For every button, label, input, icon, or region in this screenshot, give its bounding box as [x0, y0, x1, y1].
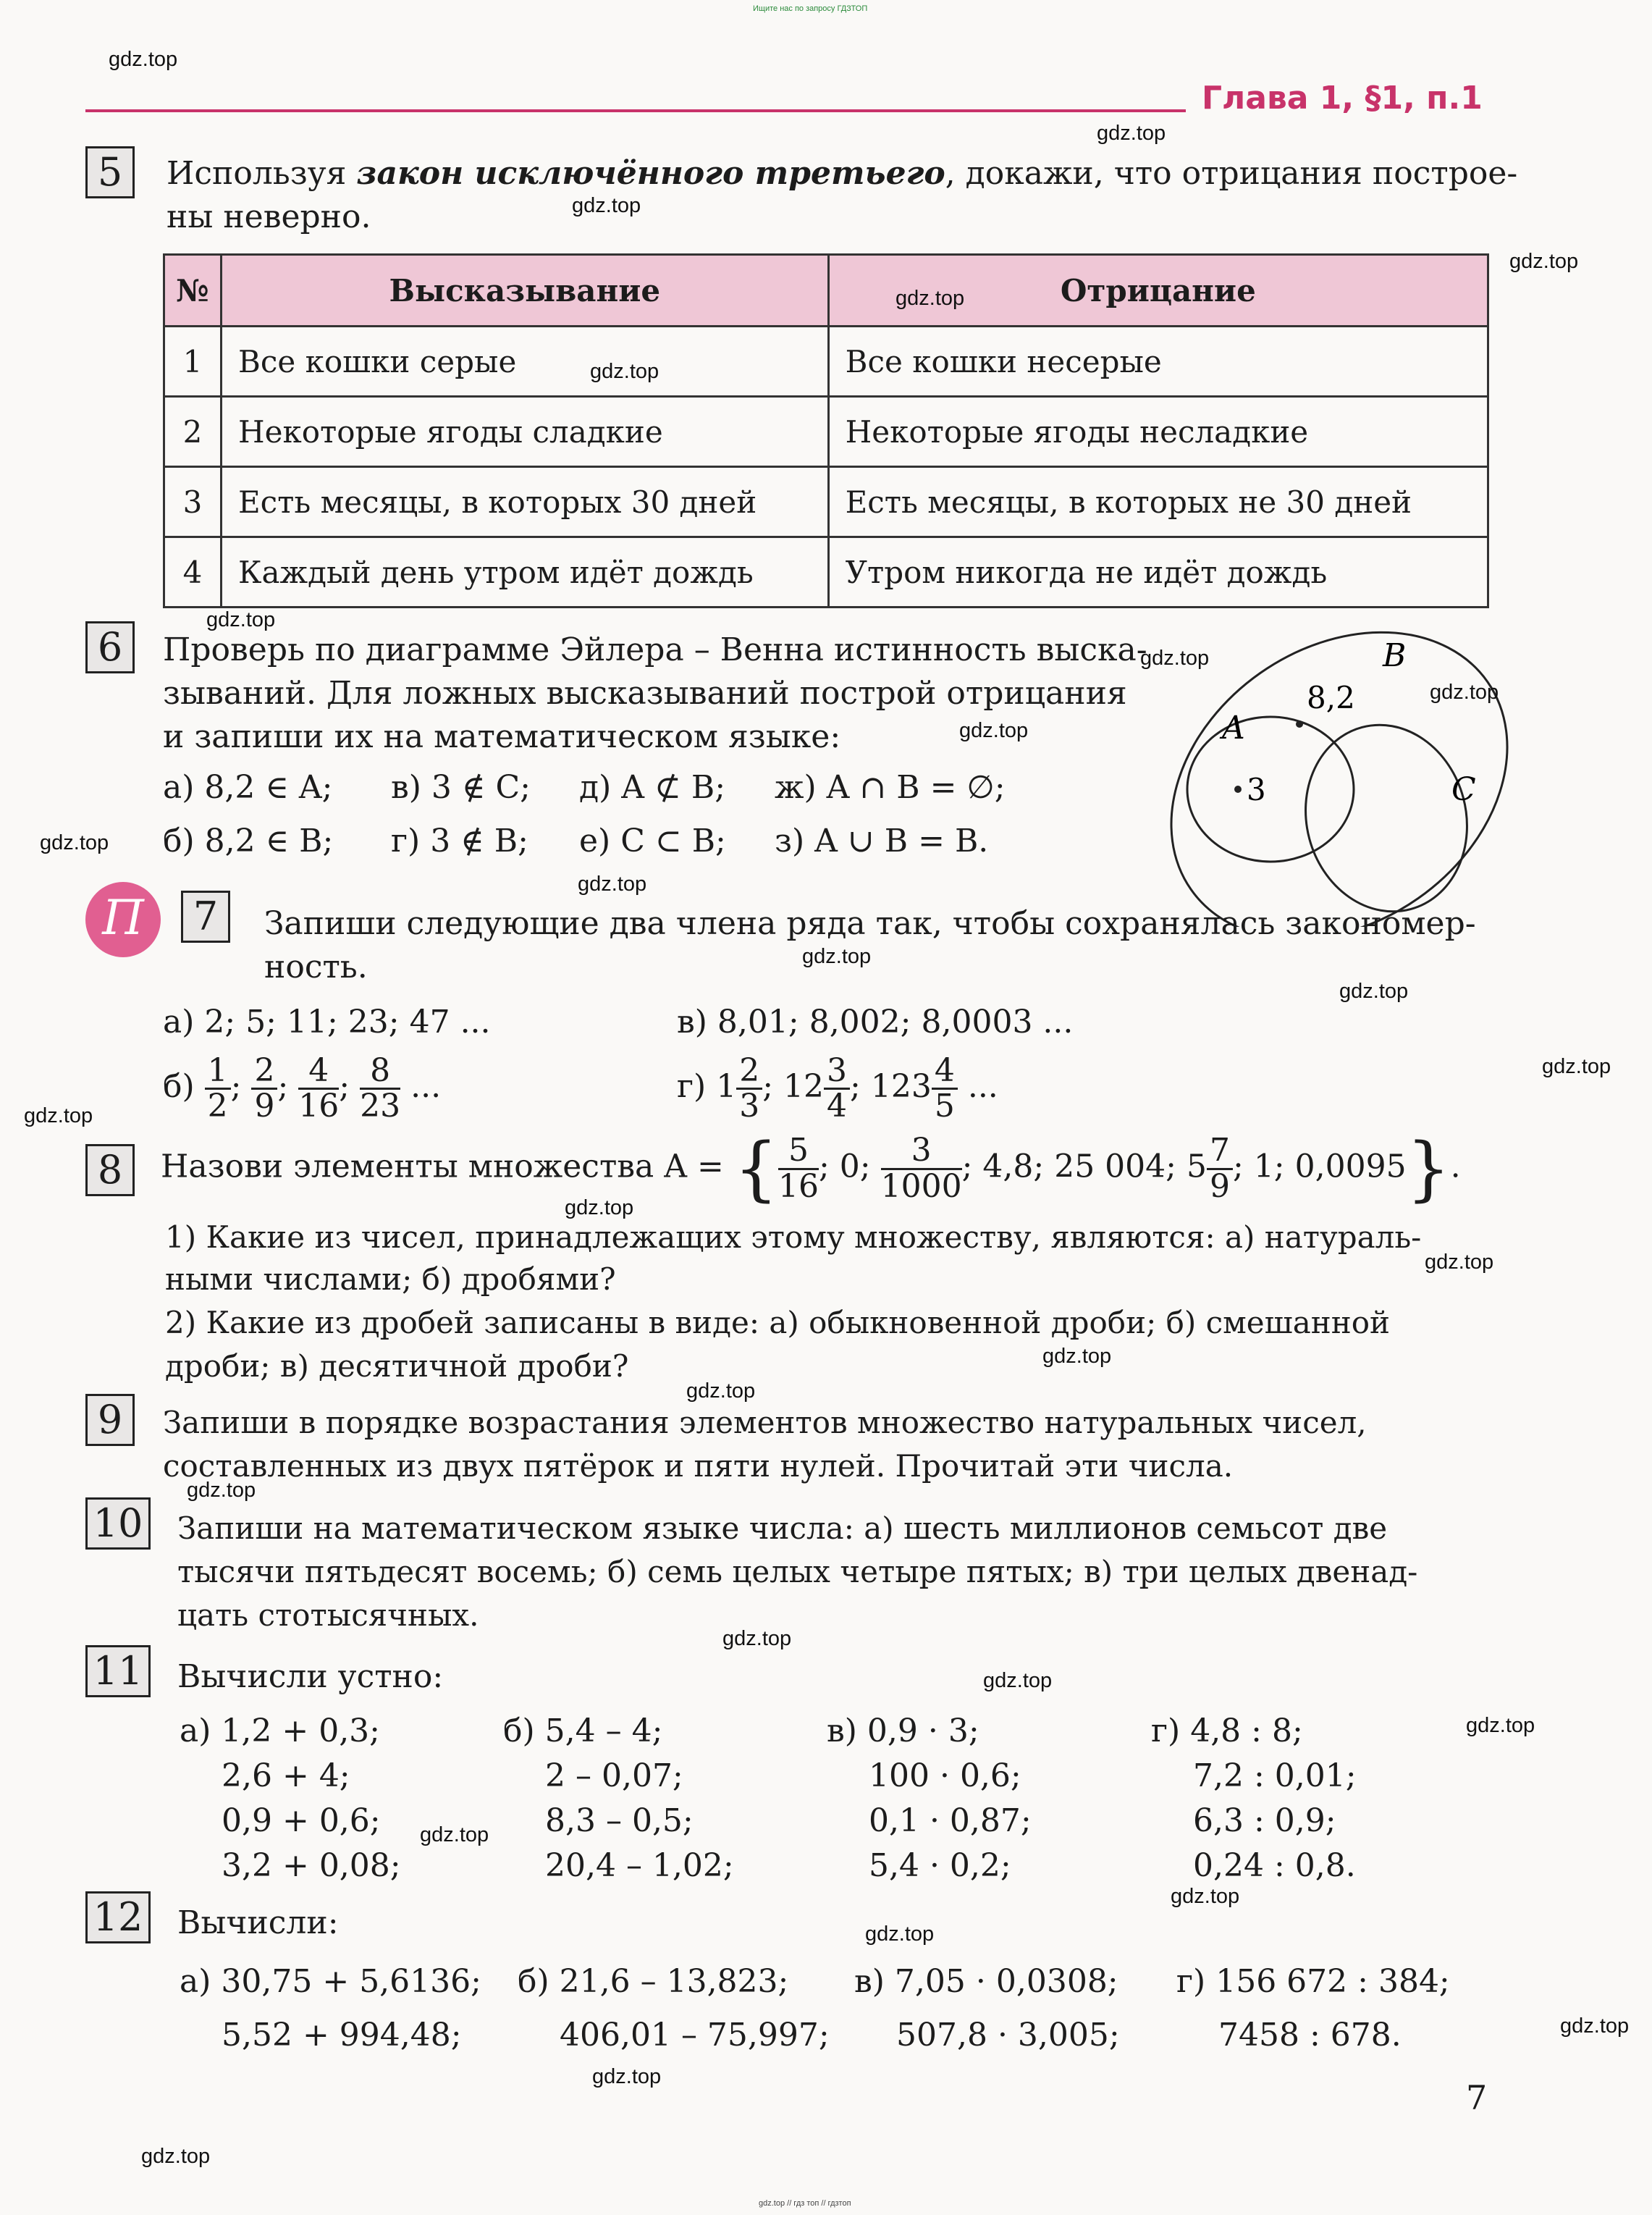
whole-part: 123 — [870, 1068, 932, 1106]
header-rule — [85, 109, 1186, 112]
set-lead: Назови элементы множества A = — [161, 1148, 724, 1185]
table-row — [164, 397, 1488, 467]
fraction — [932, 1054, 958, 1123]
watermark: gdz.top — [24, 1104, 93, 1127]
expression: а) 30,75 + 5,6136; — [180, 1963, 481, 2000]
ex6-line3: и запиши их на математическом языке: — [163, 718, 841, 755]
point-8-2 — [1296, 720, 1303, 728]
fraction — [881, 1134, 962, 1203]
ex12-col-a — [180, 1955, 481, 2062]
expression: 6,3 : 0,9; — [1193, 1802, 1336, 1839]
ex11-col-a — [180, 1709, 401, 1888]
watermark: gdz.top — [565, 1196, 634, 1219]
ex5-text-b: , докажи, что отрицания построе- — [945, 155, 1518, 192]
ex8-line3: ными числами; б) дробями? — [165, 1261, 616, 1297]
denominator: 9 — [1210, 1167, 1230, 1205]
numerator: 5 — [778, 1134, 819, 1169]
fraction — [360, 1054, 400, 1123]
table-row — [164, 537, 1488, 608]
denominator: 9 — [254, 1088, 275, 1125]
elements-tail: 1; 0,0095 — [1253, 1148, 1407, 1185]
table-row — [164, 327, 1488, 397]
watermark: gdz.top — [959, 719, 1029, 742]
page-number: 7 — [1466, 2078, 1488, 2117]
expression: 8,3 – 0,5; — [545, 1802, 694, 1839]
row-number: 2 — [164, 397, 222, 467]
ex8-line5: дроби; в) десятичной дроби? — [165, 1348, 629, 1384]
watermark: gdz.top — [865, 1922, 935, 1946]
ex5-line2: ны неверно. — [167, 198, 371, 235]
ex6-line1: Проверь по диаграмме Эйлера – Венна истинность выска- — [163, 631, 1147, 668]
watermark: gdz.top — [40, 831, 109, 854]
ex7-item-b: б) $\frac{1}{2}$ ; $\frac{2}{9}$ ; $\frac{4}{16}$ ; $\frac{8}{23}$ ... — [163, 1052, 442, 1125]
ex12-col-b — [518, 1955, 830, 2062]
fraction — [298, 1054, 339, 1123]
value-3: 3 — [1247, 772, 1266, 807]
watermark: gdz.top — [592, 2065, 662, 2088]
watermark: gdz.top — [895, 287, 965, 310]
expression: 0,1 · 0,87; — [869, 1802, 1032, 1839]
col-negation: Отрицание — [828, 255, 1488, 327]
top-note: Ищите нас по запросу ГДЗТОП — [753, 4, 868, 13]
ex6-item-a: а) 8,2 ∈ A; — [163, 769, 333, 806]
watermark: gdz.top — [983, 1669, 1053, 1692]
ex12-col-v — [854, 1955, 1120, 2062]
watermark: gdz.top — [1560, 2014, 1630, 2038]
ex11-col-b — [503, 1709, 734, 1888]
fraction — [736, 1054, 762, 1123]
expression: 2,6 + 4; — [222, 1757, 350, 1794]
ex6-item-e: е) C ⊂ B; — [579, 823, 726, 859]
expression: 5,4 · 0,2; — [869, 1847, 1011, 1884]
ex8-line2: 1) Какие из чисел, принадлежащих этому множеству, являются: а) натураль- — [165, 1219, 1422, 1255]
watermark: gdz.top — [1509, 250, 1579, 273]
denominator: 16 — [777, 1167, 819, 1205]
watermark: gdz.top — [1430, 681, 1499, 704]
numerator: 4 — [932, 1054, 958, 1090]
row-number: 4 — [164, 537, 222, 608]
ex6-item-d: д) A ⊄ B; — [579, 769, 726, 806]
watermark: gdz.top — [578, 873, 647, 896]
pi-marker-icon: П — [85, 882, 161, 957]
watermark: gdz.top — [109, 48, 178, 71]
expression: 0,9 + 0,6; — [222, 1802, 381, 1839]
numerator: 2 — [251, 1054, 277, 1090]
exercise-11-number: 11 — [85, 1645, 151, 1697]
ex11-title: Вычисли устно: — [177, 1658, 444, 1695]
numerator: 2 — [736, 1054, 762, 1090]
row-number: 1 — [164, 327, 222, 397]
whole-part: 12 — [783, 1068, 825, 1106]
watermark: gdz.top — [590, 360, 659, 383]
numerator: 8 — [360, 1054, 400, 1090]
denominator: 4 — [827, 1088, 848, 1125]
watermark: gdz.top — [686, 1379, 756, 1403]
brace-open: { — [733, 1128, 778, 1209]
expression: г) 4,8 : 8; — [1151, 1712, 1303, 1749]
ex7-item-v: в) 8,01; 8,002; 8,0003 ... — [677, 1004, 1074, 1041]
ex10-line3: цать стотысячных. — [177, 1597, 479, 1633]
exercise-9-number: 9 — [85, 1394, 135, 1446]
ex12-title: Вычисли: — [177, 1904, 339, 1941]
ex6-item-g: г) 3 ∉ B; — [391, 823, 528, 859]
table-row — [164, 467, 1488, 537]
watermark: gdz.top — [802, 945, 872, 968]
ex9-line1: Запиши в порядке возрастания элементов множество натуральных чисел, — [163, 1405, 1367, 1440]
watermark: gdz.top — [1140, 647, 1210, 670]
watermark: gdz.top — [1542, 1055, 1611, 1078]
expression: б) 21,6 – 13,823; — [518, 1963, 789, 2000]
expression: 5,52 + 994,48; — [222, 2017, 462, 2054]
exercise-8-number: 8 — [85, 1144, 135, 1196]
exercise-7-number: 7 — [181, 891, 230, 943]
elements-middle: 4,8; 25 004; — [982, 1148, 1176, 1185]
expression: 100 · 0,6; — [869, 1757, 1021, 1794]
fraction — [778, 1134, 819, 1203]
ex7-line2: ность. — [264, 949, 368, 985]
ex6-line2: зываний. Для ложных высказываний построй отрицания — [163, 675, 1127, 712]
point-3 — [1234, 786, 1242, 793]
numerator: 1 — [205, 1054, 231, 1090]
row-statement: Каждый день утром идёт дождь — [222, 537, 829, 608]
denominator: 3 — [739, 1088, 760, 1125]
ex9-line2: составленных из двух пятёрок и пяти нулей. Прочитай эти числа. — [163, 1448, 1234, 1484]
set-a-circle — [1187, 717, 1354, 862]
denominator: 2 — [207, 1088, 228, 1125]
watermark: gdz.top — [1339, 980, 1409, 1003]
chapter-header: Глава 1, §1, п.1 — [1202, 80, 1483, 117]
expression: г) 156 672 : 384; — [1176, 1963, 1450, 2000]
ex10-line2: тысячи пятьдесят восемь; б) семь целых четыре пятых; в) три целых двенад- — [177, 1554, 1418, 1589]
ex7-item-a: а) 2; 5; 11; 23; 47 ... — [163, 1004, 491, 1041]
fraction — [1207, 1134, 1233, 1203]
ex6-item-b: б) 8,2 ∈ B; — [163, 823, 334, 859]
watermark: gdz.top — [1466, 1714, 1535, 1737]
col-number: № — [164, 255, 222, 327]
numerator: 7 — [1207, 1134, 1233, 1169]
denominator: 1000 — [880, 1167, 962, 1205]
expression: 2 – 0,07; — [545, 1757, 683, 1794]
label-a: A — [1222, 710, 1245, 747]
watermark: gdz.top — [1171, 1885, 1240, 1908]
set-c-ellipse — [1285, 707, 1488, 927]
watermark: gdz.top — [1097, 122, 1166, 145]
expression: 20,4 – 1,02; — [545, 1847, 734, 1884]
value-8-2: 8,2 — [1307, 680, 1355, 715]
denominator: 16 — [298, 1088, 340, 1125]
expression: 7,2 : 0,01; — [1193, 1757, 1357, 1794]
whole-part: 1 — [716, 1068, 737, 1106]
row-negation: Все кошки несерые — [828, 327, 1488, 397]
watermark: gdz.top — [572, 194, 641, 217]
element-zero: 0; — [839, 1148, 871, 1185]
fraction — [251, 1054, 277, 1123]
expression: в) 7,05 · 0,0308; — [854, 1963, 1118, 2000]
expression: в) 0,9 · 3; — [827, 1712, 979, 1749]
row-number: 3 — [164, 467, 222, 537]
row-statement: Все кошки серые — [222, 327, 829, 397]
row-negation: Есть месяцы, в которых не 30 дней — [828, 467, 1488, 537]
ex5-law: закон исключённого третьего — [356, 155, 945, 192]
expression: 0,24 : 0,8. — [1193, 1847, 1356, 1884]
ex12-col-g — [1176, 1955, 1450, 2062]
fraction — [824, 1054, 850, 1123]
label-g: г) — [677, 1068, 707, 1106]
watermark: gdz.top — [1042, 1345, 1112, 1368]
brace-close: } — [1406, 1128, 1451, 1209]
ex8-line1: Назови элементы множества A = { $\frac{5}{16}$ ; 0; $\frac{3}{1000}$ ; 4,8; 25 004; 5 $\frac{7}{9}$ ; 1; 0,0095}. — [161, 1128, 1461, 1209]
ex7-item-g: г) 1 $\frac{2}{3}$ ; 12 $\frac{3}{4}$ ; 123 $\frac{4}{5}$ ... — [677, 1052, 998, 1125]
expression: 7458 : 678. — [1218, 2017, 1402, 2054]
watermark: gdz.top — [722, 1627, 792, 1650]
table-header-row — [164, 255, 1488, 327]
expression: 3,2 + 0,08; — [222, 1847, 401, 1884]
col-statement: Высказывание — [222, 255, 829, 327]
ex6-item-v: в) 3 ∉ C; — [391, 769, 531, 806]
row-statement: Есть месяцы, в которых 30 дней — [222, 467, 829, 537]
ex11-col-g — [1151, 1709, 1357, 1888]
ex6-item-zh: ж) A ∩ B = ∅; — [775, 769, 1006, 806]
watermark: gdz.top — [420, 1823, 489, 1846]
numerator: 3 — [881, 1134, 962, 1169]
numerator: 3 — [824, 1054, 850, 1090]
ex5-line1 — [167, 155, 1517, 192]
label-b: B — [1383, 637, 1407, 674]
ex11-col-v — [827, 1709, 1032, 1888]
row-statement: Некоторые ягоды сладкие — [222, 397, 829, 467]
expression: б) 5,4 – 4; — [503, 1712, 663, 1749]
watermark: gdz.top — [141, 2145, 211, 2168]
watermark: gdz.top — [187, 1479, 256, 1502]
ex7-line1: Запиши следующие два члена ряда так, чтобы сохранялась закономер- — [264, 905, 1476, 942]
ex5-text-a: Используя — [167, 155, 357, 192]
label-b: б) — [163, 1068, 195, 1106]
row-negation: Утром никогда не идёт дождь — [828, 537, 1488, 608]
ex10-line1: Запиши на математическом языке числа: а) шесть миллионов семьсот две — [177, 1510, 1388, 1546]
expression: 507,8 · 3,005; — [896, 2017, 1120, 2054]
ex6-item-z: з) A ∪ B = B. — [775, 823, 989, 859]
whole-part: 5 — [1187, 1148, 1207, 1185]
exercise-12-number: 12 — [85, 1891, 151, 1943]
expression: 406,01 – 75,997; — [560, 2017, 830, 2054]
statements-table — [163, 253, 1489, 608]
exercise-6-number: 6 — [85, 621, 135, 673]
exercise-10-number: 10 — [85, 1497, 151, 1550]
ellipsis: ... — [967, 1068, 998, 1106]
denominator: 5 — [934, 1088, 955, 1125]
fraction — [205, 1054, 231, 1123]
denominator: 23 — [360, 1088, 401, 1125]
bottom-note: gdz.top // гдз топ // гдзтоп — [759, 2199, 851, 2208]
label-c: C — [1451, 771, 1476, 808]
watermark: gdz.top — [1425, 1251, 1494, 1274]
watermark: gdz.top — [206, 608, 276, 631]
numerator: 4 — [298, 1054, 339, 1090]
ellipsis: ... — [410, 1068, 442, 1106]
ex8-line4: 2) Какие из дробей записаны в виде: а) обыкновенной дроби; б) смешанной — [165, 1305, 1390, 1340]
row-negation: Некоторые ягоды несладкие — [828, 397, 1488, 467]
exercise-5-number: 5 — [85, 146, 135, 198]
expression: а) 1,2 + 0,3; — [180, 1712, 380, 1749]
